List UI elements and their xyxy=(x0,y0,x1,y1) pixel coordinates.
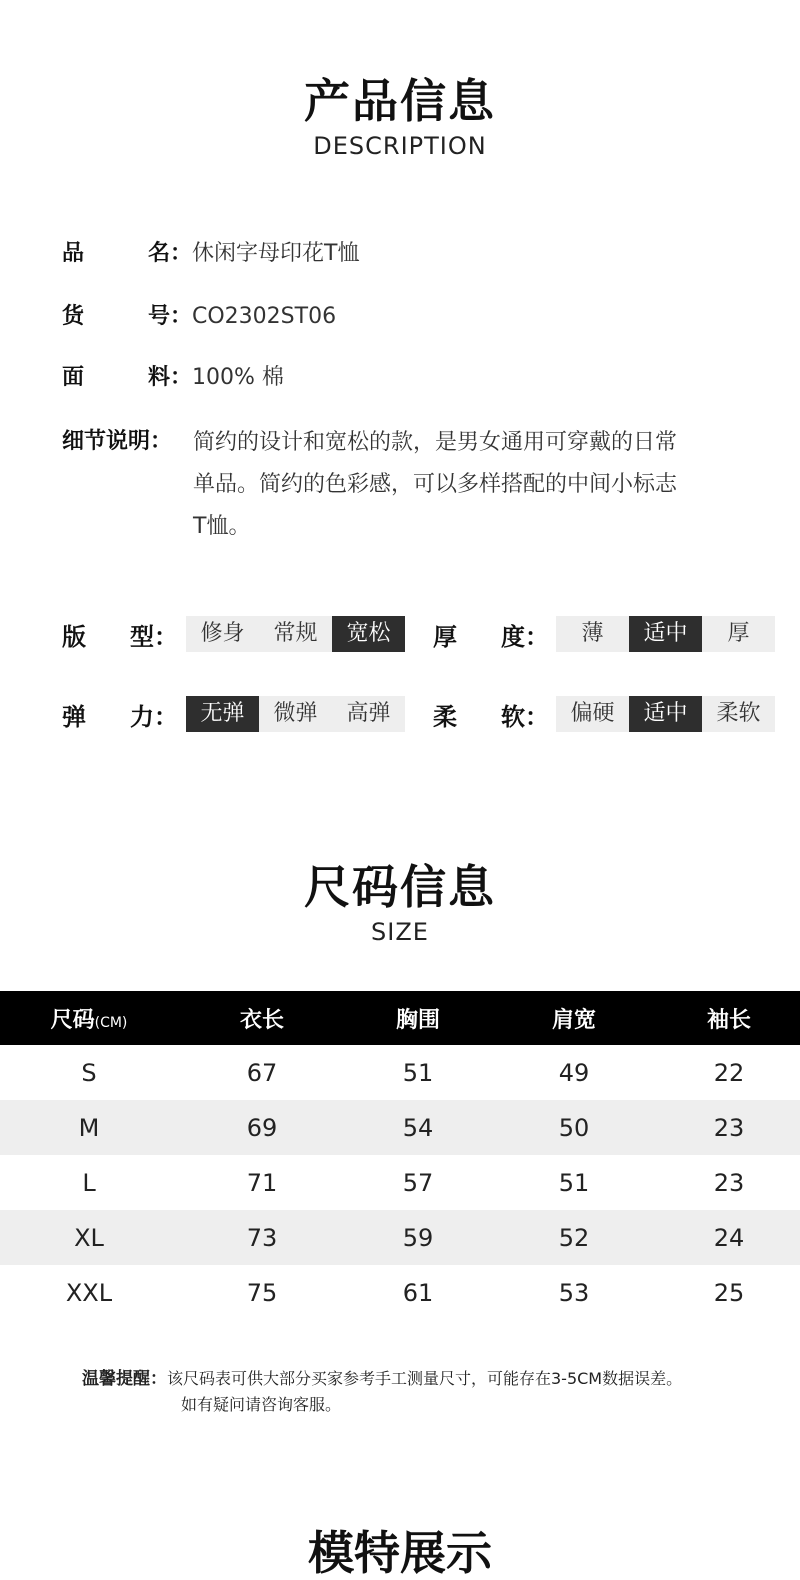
thickness-options xyxy=(556,616,775,652)
size-tip xyxy=(82,1366,682,1418)
size-info-title: 尺码信息 xyxy=(304,860,496,914)
model-display-title: 模特展示 xyxy=(308,1526,492,1580)
header-sleeve: 袖长 xyxy=(706,1007,751,1033)
header-shoulder: 肩宽 xyxy=(551,1007,596,1033)
product-info-header xyxy=(0,74,800,160)
elasticity-option: 微弹 xyxy=(259,696,332,732)
info-label-detail: 细节说明： xyxy=(62,429,173,454)
table-row: S 67 51 49 22 xyxy=(81,1058,745,1087)
info-value-fabric: 100% 棉 xyxy=(192,365,284,390)
fit-options xyxy=(186,616,405,652)
table-row: M 69 54 50 23 xyxy=(0,1100,800,1155)
header-length: 衣长 xyxy=(239,1007,284,1033)
size-info-header xyxy=(0,860,800,946)
tip-label: 温馨提醒： xyxy=(82,1369,167,1389)
product-info-title: 产品信息 xyxy=(304,74,496,128)
attr-label-softness: 柔 软： xyxy=(433,702,549,731)
info-row-sku xyxy=(62,306,336,328)
attr-label-thickness: 厚 度： xyxy=(433,622,549,651)
info-value-name: 休闲字母印花T恤 xyxy=(192,241,360,266)
detail-line: T恤。 xyxy=(193,514,251,539)
fit-option: 常规 xyxy=(259,616,332,652)
thickness-option: 薄 xyxy=(556,616,629,652)
attribute-row-1 xyxy=(62,616,775,652)
attr-label-elasticity: 弹 力： xyxy=(62,702,178,731)
info-label-sku: 货 号： xyxy=(62,304,192,329)
info-row-name xyxy=(62,243,359,265)
elasticity-options xyxy=(186,696,405,732)
thickness-option: 厚 xyxy=(702,616,775,652)
size-info-subtitle: SIZE xyxy=(371,918,429,946)
product-info-subtitle: DESCRIPTION xyxy=(313,132,487,160)
info-value-sku: CO2302ST06 xyxy=(192,304,337,329)
header-chest: 胸围 xyxy=(395,1007,440,1033)
softness-option: 柔软 xyxy=(702,696,775,732)
info-row-detail xyxy=(62,431,192,453)
attr-label-fit: 版 型： xyxy=(62,622,178,651)
table-row: L 71 57 51 23 xyxy=(82,1168,745,1197)
size-table xyxy=(0,991,800,1320)
info-row-fabric xyxy=(62,367,284,389)
fit-option-selected: 宽松 xyxy=(332,616,405,652)
softness-option-selected: 适中 xyxy=(629,696,702,732)
thickness-option-selected: 适中 xyxy=(629,616,702,652)
info-label-fabric: 面 料： xyxy=(62,365,192,390)
softness-option: 偏硬 xyxy=(556,696,629,732)
attribute-row-2 xyxy=(62,696,775,732)
size-table-header xyxy=(0,991,800,1045)
table-row: XL 73 59 52 24 xyxy=(0,1210,800,1265)
tip-text-2: 如有疑问请咨询客服。 xyxy=(181,1395,342,1414)
detail-description xyxy=(193,422,743,548)
detail-line: 简约的设计和宽松的款，是男女通用可穿戴的日常 xyxy=(193,430,678,455)
elasticity-option: 高弹 xyxy=(332,696,405,732)
elasticity-option-selected: 无弹 xyxy=(186,696,259,732)
detail-line: 单品。简约的色彩感，可以多样搭配的中间小标志 xyxy=(193,472,678,497)
fit-option: 修身 xyxy=(186,616,259,652)
table-row: XXL 75 61 53 25 xyxy=(65,1278,745,1307)
info-label-name: 品 名： xyxy=(62,241,192,266)
tip-text: 该尺码表可供大部分买家参考手工测量尺寸，可能存在3-5CM数据误差。 xyxy=(167,1369,683,1388)
softness-options xyxy=(556,696,775,732)
header-size: 尺码(CM) xyxy=(50,1007,128,1033)
